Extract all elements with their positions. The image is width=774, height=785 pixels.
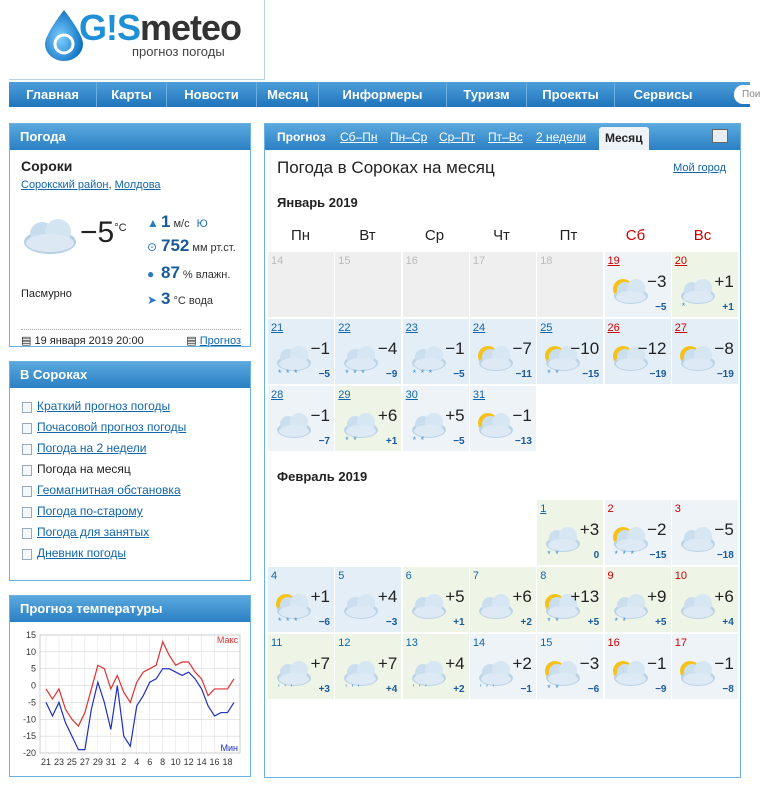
main-nav [9, 82, 761, 107]
day-cell[interactable] [537, 634, 603, 699]
january-title: Январь 2019 [277, 195, 358, 210]
observation-time-row [21, 329, 241, 347]
tab-sat-mon[interactable]: Сб–Пн [340, 130, 378, 144]
weekday-tue: Вт [359, 227, 376, 244]
sun-cloud-icon [474, 406, 514, 442]
weekday-thu: Чт [493, 227, 510, 244]
day-number: 19 [607, 255, 620, 267]
day-number: 15 [338, 255, 351, 267]
day-min-temp: +4 [385, 684, 398, 695]
water-temp-row: ➤ 3 °C вода [147, 289, 213, 308]
day-number: 29 [338, 389, 351, 401]
day-number: 28 [271, 389, 284, 401]
day-min-temp: −5 [453, 436, 465, 447]
precipitation-icon: * [681, 301, 687, 311]
day-min-temp: +4 [722, 617, 734, 628]
day-cell[interactable] [335, 634, 401, 699]
precipitation-icon: * * * [345, 368, 366, 378]
day-min-temp: +1 [385, 436, 398, 447]
list-item [22, 480, 250, 501]
cloud-icon [407, 587, 447, 623]
day-cell[interactable] [672, 500, 738, 565]
day-number: 21 [271, 322, 284, 334]
day-cell[interactable] [605, 252, 671, 317]
cloud-icon [676, 587, 716, 623]
weekday-sat: Сб [625, 227, 646, 244]
day-max-temp: −1 [445, 339, 465, 358]
pressure-gauge-icon: ⊙ [147, 240, 158, 254]
wind-row: ▲ 1 м/с Ю [147, 212, 208, 231]
day-min-temp: +5 [655, 617, 667, 628]
nav-item-projects[interactable]: Проекты [527, 82, 615, 107]
overcast-cloud-icon [20, 212, 80, 256]
day-min-temp: −6 [318, 617, 330, 628]
day-number: 4 [271, 570, 278, 582]
day-cell[interactable] [672, 634, 738, 699]
precipitation-icon: * * * [278, 616, 299, 626]
current-weather-header: Погода [10, 124, 250, 150]
day-min-temp: −1 [520, 684, 532, 695]
period-tabs [265, 124, 740, 150]
day-max-temp: +4 [445, 654, 465, 673]
day-number: 3 [674, 503, 681, 515]
day-min-temp: −9 [385, 369, 398, 380]
day-max-temp: +3 [579, 520, 600, 539]
y-tick-label: -10 [22, 714, 36, 725]
x-tick-label: 23 [53, 757, 64, 767]
day-min-temp: −6 [587, 684, 600, 695]
day-cell [470, 252, 536, 317]
day-number: 10 [674, 570, 688, 582]
cloud-icon [272, 406, 312, 442]
day-number: 18 [540, 255, 553, 267]
humidity-row: ● 87 % влажн. [147, 263, 231, 282]
x-tick-label: 8 [160, 757, 166, 767]
day-number: 30 [405, 389, 418, 401]
temperature-chart [10, 623, 250, 775]
tab-wed-fri[interactable]: Ср–Пт [439, 130, 476, 144]
weather-diary-link[interactable]: Дневник погоды [37, 546, 127, 560]
day-number: 31 [472, 389, 486, 401]
tab-two-weeks[interactable]: 2 недели [536, 130, 587, 144]
day-max-temp: +1 [714, 272, 734, 291]
day-cell[interactable] [335, 386, 401, 451]
precipitation-icon: ' ' ' [412, 683, 428, 693]
precipitation-icon: * * * [412, 368, 434, 378]
day-max-temp: +6 [377, 406, 398, 425]
page-title: Погода в Сороках на месяц [277, 158, 495, 177]
cloud-icon [339, 587, 379, 623]
x-tick-label: 25 [66, 757, 77, 767]
x-tick-label: 4 [134, 757, 140, 767]
logo-wordmark: G!Smeteo [79, 7, 242, 48]
day-number: 24 [472, 322, 486, 334]
day-cell[interactable] [605, 500, 671, 565]
current-temperature: $-5^{^\circ C}$ [80, 216, 127, 249]
day-max-temp: −12 [637, 339, 667, 358]
day-cell[interactable] [335, 319, 401, 384]
precipitation-icon: * * * [614, 549, 636, 559]
search-input[interactable]: Пои [734, 85, 774, 104]
hourly-forecast-link[interactable]: Почасовой прогноз погоды [37, 420, 187, 434]
day-number: 11 [271, 637, 283, 649]
list-item [22, 459, 250, 480]
day-cell [403, 252, 469, 317]
printer-icon[interactable] [712, 129, 728, 143]
weekday-header [267, 227, 739, 249]
fish-icon: ➤ [147, 293, 158, 307]
x-tick-label: 31 [105, 757, 116, 767]
weather-condition: Пасмурно [21, 288, 72, 300]
day-cell[interactable] [268, 567, 334, 632]
day-min-temp: −19 [649, 369, 667, 380]
precipitation-icon: * * [345, 435, 358, 445]
day-min-temp: −9 [655, 684, 667, 695]
day-number: 5 [338, 570, 345, 582]
short-forecast-link[interactable]: Краткий прогноз погоды [37, 399, 171, 413]
day-cell[interactable] [403, 567, 469, 632]
y-tick-label: -15 [22, 731, 36, 742]
day-number: 20 [674, 255, 688, 267]
day-min-temp: −18 [716, 550, 734, 561]
day-cell[interactable] [605, 567, 671, 632]
day-min-temp: −5 [655, 302, 667, 313]
day-cell[interactable] [672, 252, 738, 317]
y-tick-label: 10 [25, 646, 36, 657]
february-title: Февраль 2019 [277, 469, 368, 484]
day-number: 12 [338, 637, 351, 649]
logo-subtitle: прогноз погоды [132, 44, 225, 59]
weekday-mon: Пн [290, 227, 311, 244]
max-legend: Макс [216, 635, 238, 645]
day-min-temp: −13 [514, 436, 532, 447]
day-max-temp: +4 [377, 587, 398, 606]
day-cell[interactable] [335, 567, 401, 632]
precipitation-icon: * * * [278, 368, 299, 378]
y-tick-label: 0 [30, 680, 36, 691]
wind-arrow-icon: ▲ [147, 216, 159, 230]
nav-item-services[interactable]: Сервисы [633, 87, 693, 102]
y-tick-label: -5 [27, 697, 36, 708]
day-number: 1 [540, 503, 547, 515]
precipitation-icon: * * [547, 683, 560, 693]
day-max-temp: −1 [512, 406, 532, 425]
x-tick-label: 12 [183, 757, 194, 767]
day-cell[interactable] [268, 386, 334, 451]
day-min-temp: +2 [453, 684, 465, 695]
observation-time: 19 января 2019 20:00 [34, 335, 144, 347]
weekday-fri: Пт [559, 227, 578, 244]
min-legend: Мин [220, 743, 238, 753]
x-tick-label: 18 [222, 757, 233, 767]
day-min-temp: +1 [722, 302, 734, 313]
temperature-forecast-header: Прогноз температуры [10, 596, 250, 622]
y-tick-label: -20 [22, 748, 36, 758]
tab-forecast[interactable]: Прогноз [277, 130, 326, 144]
day-max-temp: +6 [512, 587, 532, 606]
day-max-temp: −10 [570, 339, 600, 358]
weekday-sun: Вс [693, 227, 712, 244]
district-link[interactable]: Сорокский район [21, 179, 109, 191]
day-number: 14 [472, 637, 486, 649]
day-max-temp: −3 [579, 654, 600, 673]
x-tick-label: 10 [170, 757, 181, 767]
nav-item-maps[interactable]: Карты [97, 82, 167, 107]
day-min-temp: −5 [318, 369, 330, 380]
x-tick-label: 14 [196, 757, 207, 767]
sun-cloud-icon [676, 339, 716, 375]
x-tick-label: 2 [121, 757, 127, 767]
day-cell [268, 252, 334, 317]
in-city-header: В Сороках [10, 362, 250, 388]
humidity-drop-icon: ● [147, 267, 155, 281]
day-max-temp: −7 [512, 339, 532, 358]
day-cell[interactable] [672, 319, 738, 384]
site-logo[interactable] [9, 0, 265, 80]
day-number: 7 [472, 570, 480, 582]
day-cell[interactable] [605, 634, 671, 699]
day-number: 27 [674, 322, 688, 334]
tab-mon-wed[interactable]: Пн–Ср [390, 130, 428, 144]
country-link[interactable]: Молдова [114, 179, 161, 191]
nav-item-month[interactable]: Месяц [257, 82, 319, 107]
tab-month[interactable]: Месяц [599, 127, 649, 150]
x-tick-label: 27 [79, 757, 90, 767]
x-tick-label: 29 [92, 757, 103, 767]
day-cell[interactable] [470, 567, 536, 632]
list-item [22, 522, 250, 543]
two-weeks-link[interactable]: Погода на 2 недели [37, 441, 147, 455]
tab-fri-sun[interactable]: Пт–Вс [488, 130, 523, 144]
calendar-icon: ▤ [21, 335, 32, 347]
day-cell[interactable] [403, 634, 469, 699]
day-max-temp: −1 [310, 339, 330, 358]
day-cell[interactable] [403, 319, 469, 384]
day-min-temp: +2 [520, 617, 532, 628]
day-number: 16 [607, 637, 620, 649]
in-city-panel [9, 361, 251, 581]
day-min-temp: −7 [318, 436, 330, 447]
precipitation-icon: ' ' ' [479, 683, 496, 693]
sun-cloud-icon [609, 654, 649, 690]
day-number: 8 [540, 570, 547, 582]
weekday-wed: Ср [424, 227, 445, 244]
x-tick-label: 21 [40, 757, 52, 767]
day-max-temp: +13 [570, 587, 600, 606]
day-number: 16 [405, 255, 418, 267]
list-item [22, 543, 250, 564]
day-min-temp: −3 [385, 617, 398, 628]
day-cell[interactable] [605, 319, 671, 384]
old-style-link[interactable]: Погода по-старому [37, 504, 143, 518]
day-cell[interactable] [672, 567, 738, 632]
x-tick-label: 16 [209, 757, 220, 767]
month-link[interactable]: Погода на месяц [37, 462, 131, 476]
precipitation-icon: ' ' ' [345, 683, 361, 693]
day-max-temp: −1 [647, 654, 667, 673]
day-number: 2 [607, 503, 614, 515]
region-breadcrumb: Сорокский район, Молдова [21, 179, 161, 191]
sun-cloud-icon [474, 339, 514, 375]
day-max-temp: +6 [714, 587, 734, 606]
day-cell[interactable] [470, 319, 536, 384]
day-number: 6 [405, 570, 412, 582]
nav-item-news[interactable]: Новости [167, 82, 257, 107]
day-cell[interactable] [537, 500, 603, 565]
sun-cloud-icon [676, 654, 716, 690]
geomagnetic-link[interactable]: Геомагнитная обстановка [37, 483, 181, 497]
day-min-temp: −8 [722, 684, 734, 695]
day-cell [335, 252, 401, 317]
nav-item-tourism[interactable]: Туризм [447, 82, 527, 107]
day-max-temp: +7 [377, 654, 398, 673]
day-min-temp: −5 [453, 369, 465, 380]
precipitation-icon: * * [547, 549, 560, 559]
day-max-temp: +1 [310, 587, 330, 606]
day-max-temp: −5 [714, 520, 734, 539]
day-number: 25 [540, 322, 553, 334]
day-min-temp: +5 [587, 617, 600, 628]
day-min-temp: −19 [716, 369, 734, 380]
day-cell[interactable] [537, 319, 603, 384]
precipitation-icon: ' ' ' [278, 683, 294, 693]
day-max-temp: +2 [512, 654, 532, 673]
day-number: 14 [271, 255, 284, 267]
day-number: 13 [405, 637, 418, 649]
day-max-temp: +9 [647, 587, 667, 606]
day-number: 26 [607, 322, 620, 334]
precipitation-icon: * * [547, 368, 560, 378]
forecast-doc-icon: ▤ [186, 335, 197, 347]
forecast-link[interactable]: Прогноз [199, 335, 241, 347]
temperature-forecast-panel [9, 595, 251, 777]
day-number: 17 [674, 637, 688, 649]
day-number: 17 [472, 255, 486, 267]
list-item [22, 438, 250, 459]
list-item [22, 396, 250, 417]
forecast-links-list [10, 388, 250, 564]
cloud-icon [474, 587, 514, 623]
day-max-temp: +5 [445, 587, 465, 606]
day-max-temp: −4 [377, 339, 398, 358]
day-max-temp: −8 [714, 339, 734, 358]
day-cell[interactable] [537, 567, 603, 632]
day-min-temp: 0 [593, 550, 600, 561]
nav-item-informers[interactable]: Информеры [319, 82, 447, 107]
day-number: 22 [338, 322, 351, 334]
day-min-temp: +3 [318, 684, 330, 695]
day-cell [537, 252, 603, 317]
day-min-temp: −15 [582, 369, 600, 380]
my-city-link[interactable]: Мой город [673, 162, 726, 174]
y-tick-label: 15 [25, 630, 36, 640]
busy-people-link[interactable]: Погода для занятых [37, 525, 150, 539]
day-cell[interactable] [470, 386, 536, 451]
day-cell[interactable] [403, 386, 469, 451]
sun-cloud-icon [609, 272, 649, 308]
precipitation-icon: * * [412, 435, 426, 445]
month-calendar-panel [264, 123, 741, 778]
precipitation-icon: * * [614, 616, 628, 626]
day-min-temp: −11 [515, 369, 532, 380]
list-item [22, 501, 250, 522]
day-number: 15 [540, 637, 553, 649]
day-min-temp: +1 [453, 617, 465, 628]
day-max-temp: −1 [310, 406, 330, 425]
day-cell[interactable] [268, 634, 334, 699]
day-max-temp: −3 [647, 272, 667, 291]
list-item [22, 417, 250, 438]
day-number: 23 [405, 322, 418, 334]
city-name: Сороки [21, 158, 73, 174]
x-tick-label: 6 [147, 757, 153, 767]
day-min-temp: −15 [649, 550, 667, 561]
y-tick-label: 5 [30, 663, 36, 674]
day-max-temp: −1 [714, 654, 734, 673]
day-max-temp: +5 [445, 406, 465, 425]
cloud-icon [676, 520, 716, 556]
current-weather-panel [9, 123, 251, 347]
day-number: 9 [607, 570, 614, 582]
day-max-temp: +7 [310, 654, 330, 673]
day-cell[interactable] [470, 634, 536, 699]
day-cell[interactable] [268, 319, 334, 384]
nav-item-home[interactable]: Главная [9, 82, 97, 107]
precipitation-icon: * * [547, 616, 560, 626]
day-max-temp: −2 [647, 520, 667, 539]
pressure-row: ⊙ 752 мм рт.ст. [147, 236, 236, 255]
